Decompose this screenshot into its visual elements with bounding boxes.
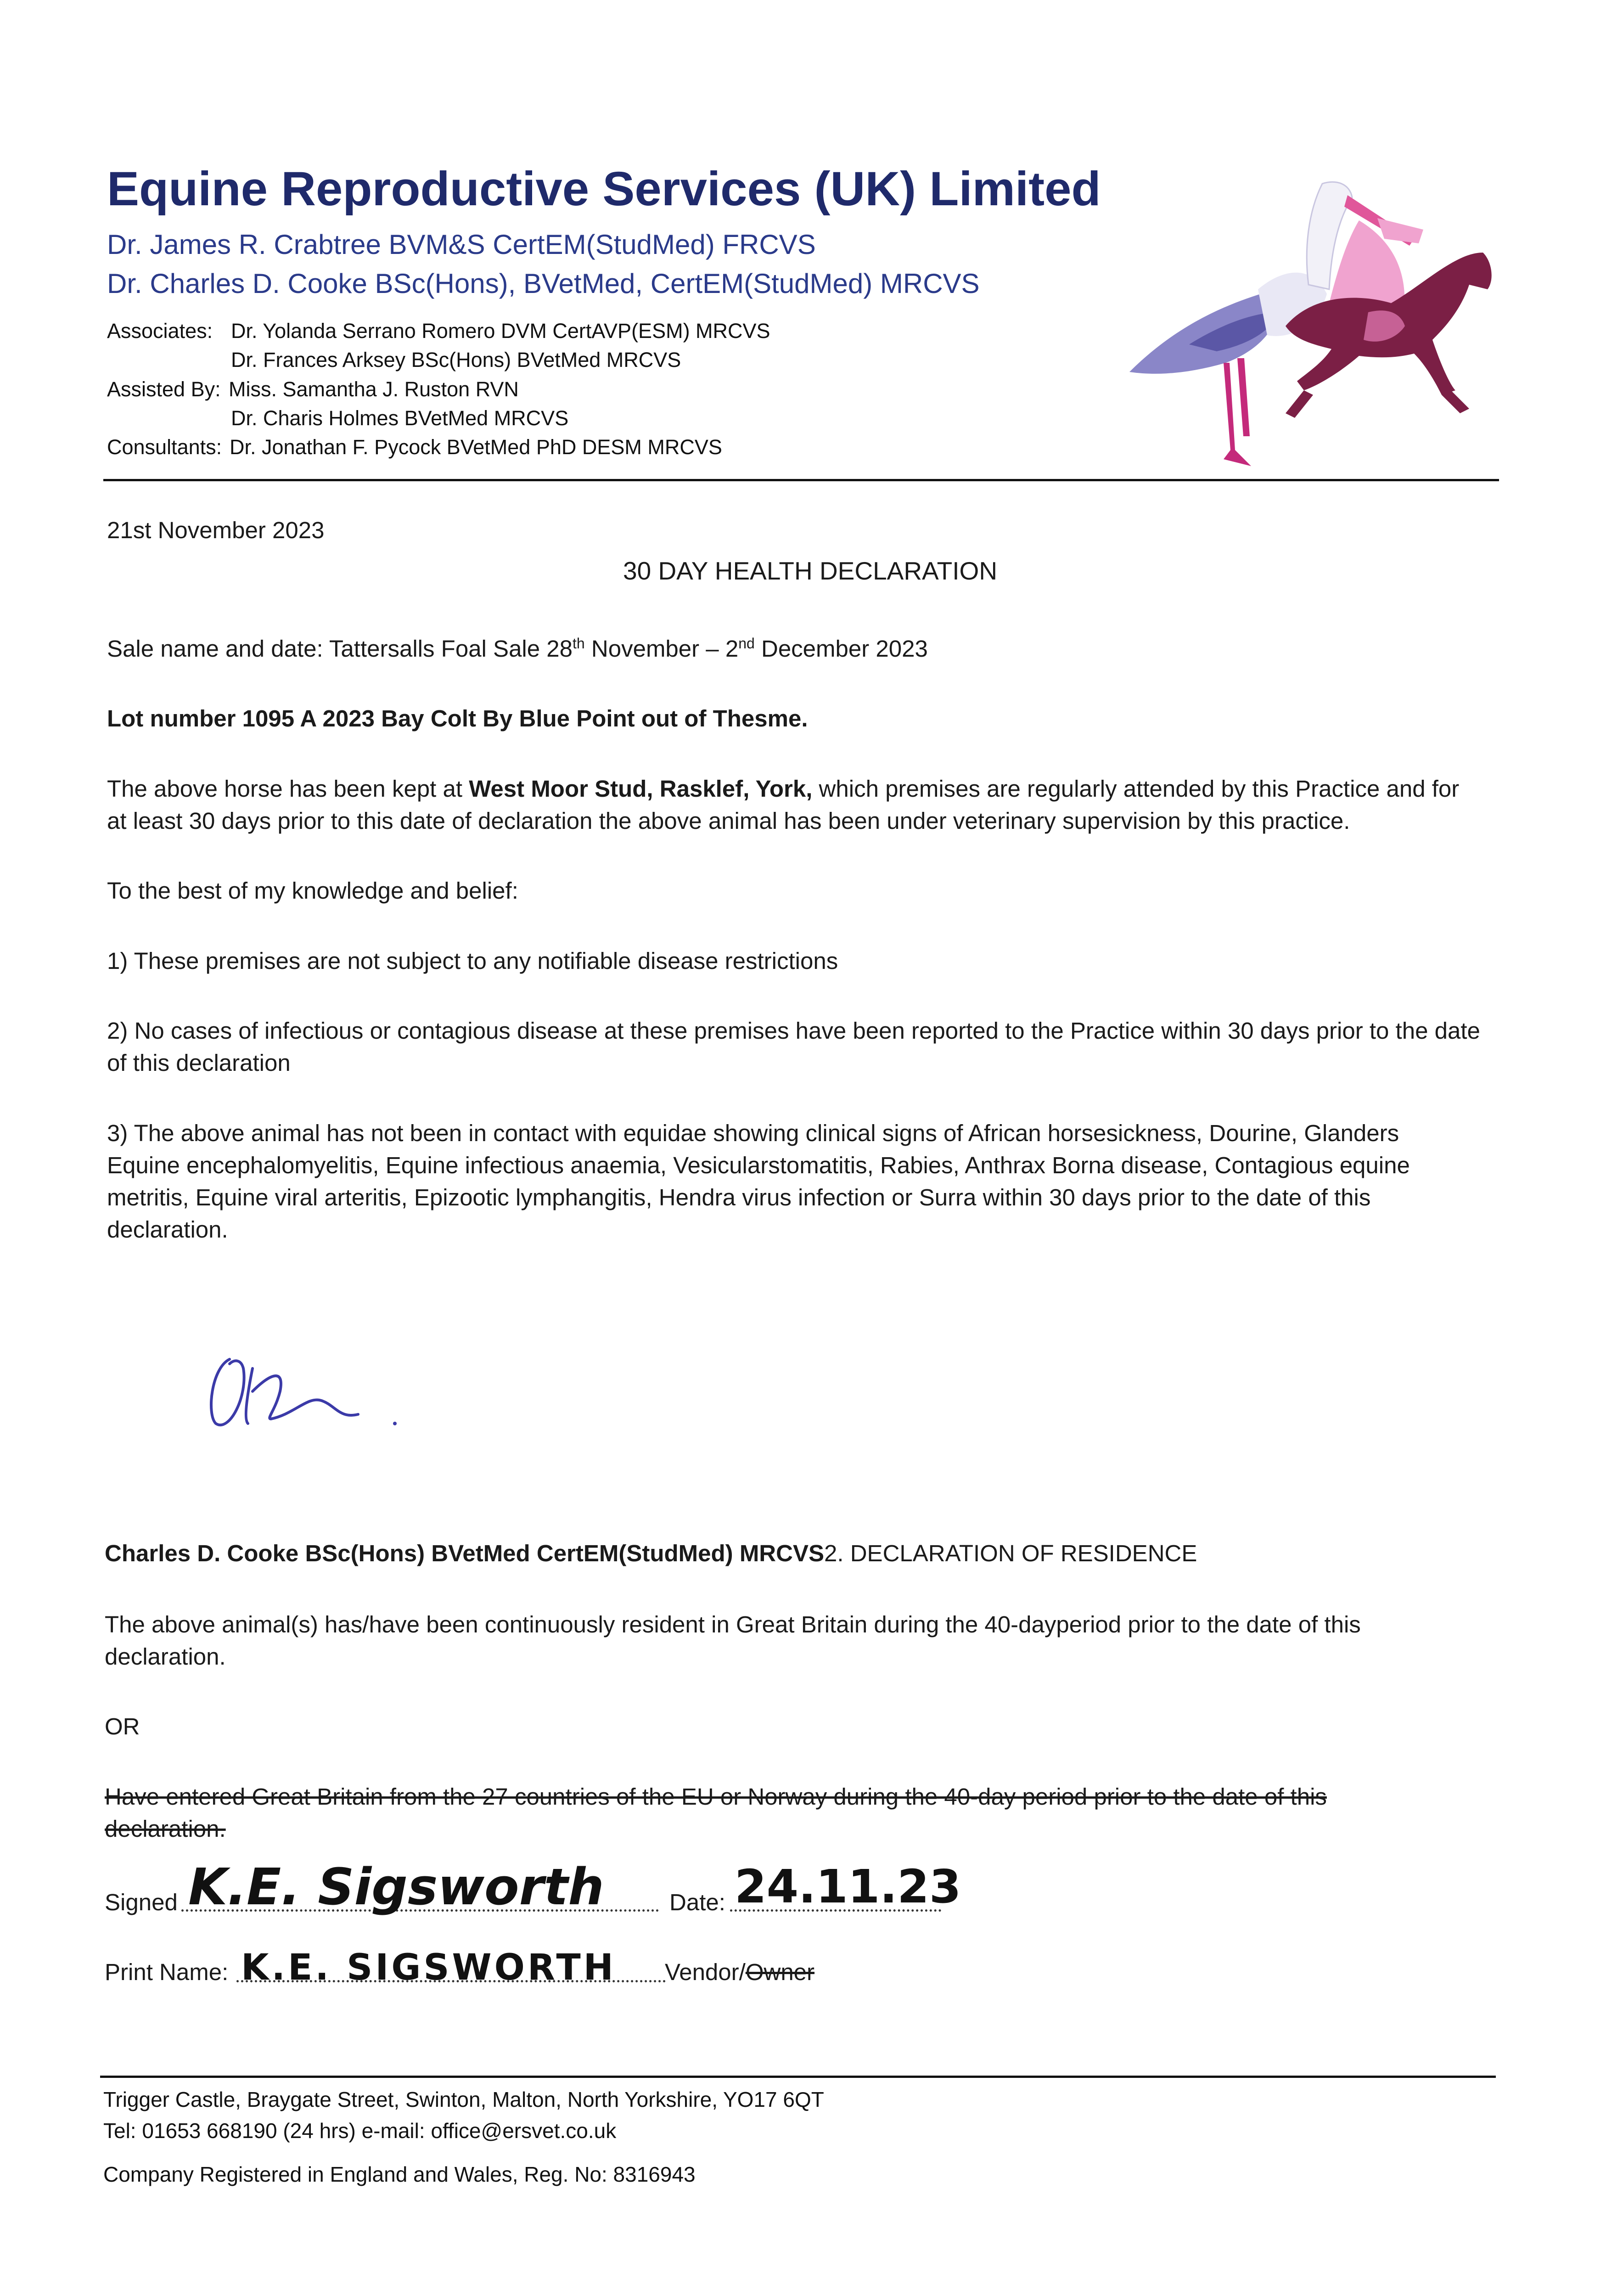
footer-contact: Tel: 01653 668190 (24 hrs) e-mail: office@ersvet.co.uk (103, 2119, 617, 2143)
residence-statement: The above animal(s) has/have been continuously resident in Great Britain during the 40-dayperiod prior to the date of this declaration. (105, 1611, 1361, 1670)
footer-registration: Company Registered in England and Wales, Reg. No: 8316943 (103, 2162, 696, 2186)
date-label: Date: (669, 1889, 725, 1915)
vet-signature (202, 1341, 413, 1442)
doctor-1: Dr. James R. Crabtree BVM&S CertEM(StudMed) FRCVS (107, 229, 816, 260)
belief-statement: To the best of my knowledge and belief: (107, 878, 518, 904)
print-name-label: Print Name: (105, 1959, 229, 1985)
stork-carrying-horse-logo-icon (1120, 174, 1501, 473)
vet-name: Charles D. Cooke BSc(Hons) BVetMed CertEM(StudMed) MRCVS (105, 1540, 825, 1566)
staff-label-assisted: Assisted By: (107, 377, 221, 401)
staff-name: Miss. Samantha J. Ruston RVN (229, 377, 519, 401)
premises-statement: The above horse has been kept at West Moor Stud, Rasklef, York, which premises are regularly attended by this Practice and for at least 30 days prior to this date of declaration the above animal has been under veterinary supervision by this practice. (107, 776, 1460, 834)
staff-name: Dr. Charis Holmes BVetMed MRCVS (231, 406, 569, 430)
doctor-2: Dr. Charles D. Cooke BSc(Hons), BVetMed, CertEM(StudMed) MRCVS (107, 268, 980, 299)
point-3: 3) The above animal has not been in contact with equidae showing clinical signs of African horsesickness, Dourine, Glanders Equine encephalomyelitis, Equine infectious anaemia, Vesicularstomatitis, Rabies, Anthrax Borna disease, Contagious equine metritis, Equine viral arteritis, Epizootic lymphangitis, Hendra virus infection or Surra within 30 days prior to the date of this declaration. (107, 1120, 1410, 1243)
vendor-date: 24.11.23 (735, 1860, 961, 1913)
point-2: 2) No cases of infectious or contagious disease at these premises have been reported to the Practice within 30 days prior to the date of this declaration (107, 1018, 1480, 1076)
sale-name-date: Sale name and date: Tattersalls Foal Sale 28th November – 2nd December 2023 (107, 635, 928, 662)
struck-eu-entry-statement: Have entered Great Britain from the 27 countries of the EU or Norway during the 40-day period prior to the date of this declaration. (105, 1784, 1327, 1842)
staff-label-consultants: Consultants: (107, 435, 222, 459)
page-title: 30 DAY HEALTH DECLARATION (623, 557, 998, 585)
or-label: OR (105, 1713, 140, 1739)
header-divider (103, 479, 1499, 481)
vendor-print-name: K.E. SIGSWORTH (241, 1947, 616, 1988)
footer-address: Trigger Castle, Braygate Street, Swinton, Malton, North Yorkshire, YO17 6QT (103, 2088, 824, 2111)
lot-number: Lot number 1095 A 2023 Bay Colt By Blue Point out of Thesme. (107, 705, 808, 732)
vendor-role: Vendor/Owner (665, 1959, 815, 1985)
staff-name: Dr. Frances Arksey BSc(Hons) BVetMed MRCVS (231, 348, 681, 371)
vendor-signature: K.E. Sigsworth (188, 1857, 604, 1916)
company-name: Equine Reproductive Services (UK) Limited (107, 162, 1101, 216)
vet-name-line (105, 1537, 1197, 1570)
signed-label: Signed (105, 1889, 178, 1915)
point-1: 1) These premises are not subject to any notifiable disease restrictions (107, 948, 838, 974)
staff-label-associates: Associates: (107, 319, 213, 343)
staff-name: Dr. Jonathan F. Pycock BVetMed PhD DESM MRCVS (230, 435, 722, 459)
letter-date: 21st November 2023 (107, 517, 325, 543)
footer-divider (100, 2076, 1496, 2078)
staff-name: Dr. Yolanda Serrano Romero DVM CertAVP(ESM) MRCVS (231, 319, 770, 343)
residence-heading: 2. DECLARATION OF RESIDENCE (824, 1540, 1197, 1566)
